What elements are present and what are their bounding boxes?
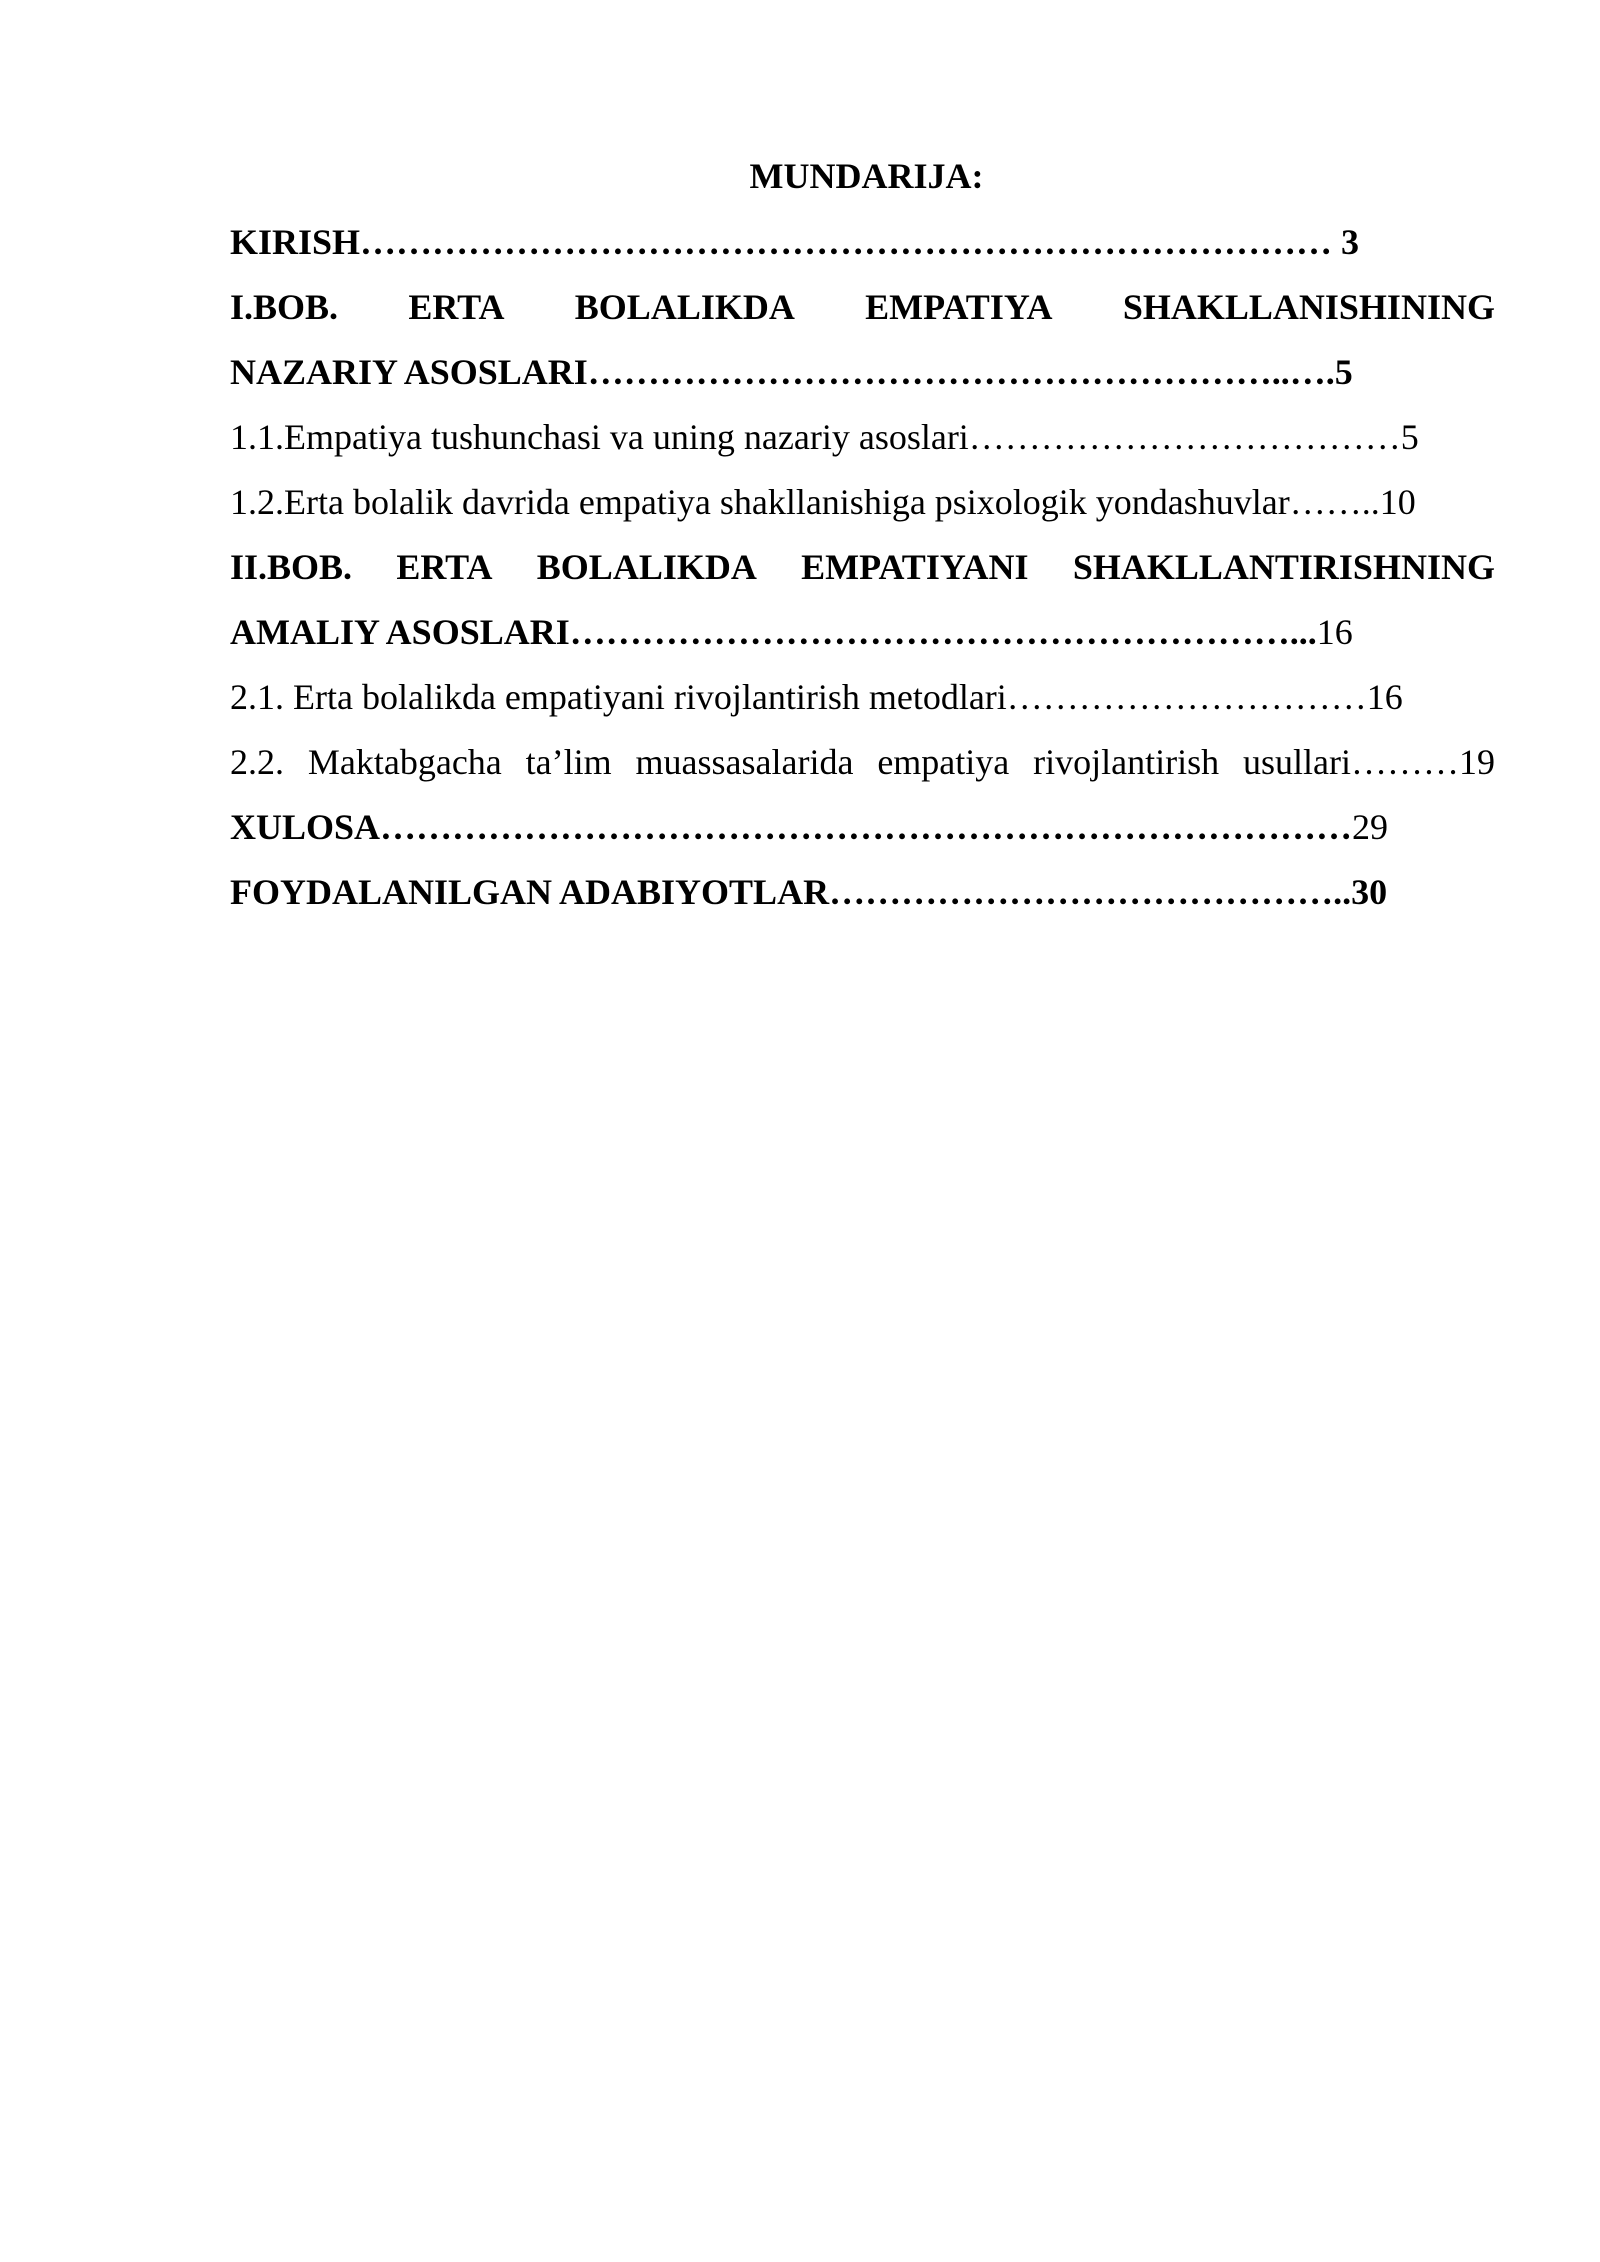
heading-word: SHAKLLANISHINING [1122,287,1495,327]
entry-word: rivojlantirish [1033,742,1220,782]
heading-word: BOLALIKDA [536,547,757,587]
toc-entry-xulosa[interactable] [230,799,1495,864]
heading-word: EMPATIYANI [801,547,1029,587]
toc-entry-references[interactable]: FOYDALANILGAN ADABIYOTLAR……………………………………..30 [230,872,1388,912]
heading-word: I.BOB. [230,287,339,327]
entry-word: 2.2. [230,742,284,782]
toc-entry-kirish[interactable]: KIRISH……………………………………………………………………… 3 [230,222,1360,262]
toc-entry-chapter-2[interactable] [230,604,1495,669]
heading-word: EMPATIYA [865,287,1053,327]
toc-entry-section-1-1[interactable]: 1.1.Empatiya tushunchasi va uning nazariy asoslari………………………………5 [230,417,1419,457]
heading-word: ERTA [396,547,493,587]
entry-title: AMALIY ASOSLARI……………………………………………………... [230,612,1317,652]
table-of-contents [230,152,1495,929]
toc-entry-section-2-1[interactable]: 2.1. Erta bolalikda empatiyani rivojlantirish metodlari…………………………16 [230,677,1403,717]
toc-entry-chapter-2-heading[interactable] [230,539,1495,604]
entry-word: Maktabgacha [307,742,502,782]
toc-title: MUNDARIJA: [749,156,984,196]
heading-word: BOLALIKDA [574,287,795,327]
entry-word: ta’lim [525,742,612,782]
page-number: 16 [1316,612,1353,652]
toc-entry-section-1-2[interactable]: 1.2.Erta bolalik davrida empatiya shakllanishiga psixologik yondashuvlar……..10 [230,482,1416,522]
entry-word: empatiya [877,742,1010,782]
heading-word: II.BOB. [230,547,353,587]
entry-word: usullari………19 [1243,742,1495,782]
entry-title: XULOSA……………………………………………………………………… [230,807,1353,847]
entry-word: muassasalarida [635,742,854,782]
heading-word: SHAKLLANTIRISHNING [1072,547,1495,587]
toc-entry-chapter-1[interactable]: NAZARIY ASOSLARI…………………………………………………..….5 [230,352,1353,392]
toc-entry-chapter-1-heading[interactable] [230,279,1495,344]
heading-word: ERTA [408,287,505,327]
page-number: 29 [1352,807,1389,847]
toc-entry-section-2-2[interactable] [230,734,1495,799]
